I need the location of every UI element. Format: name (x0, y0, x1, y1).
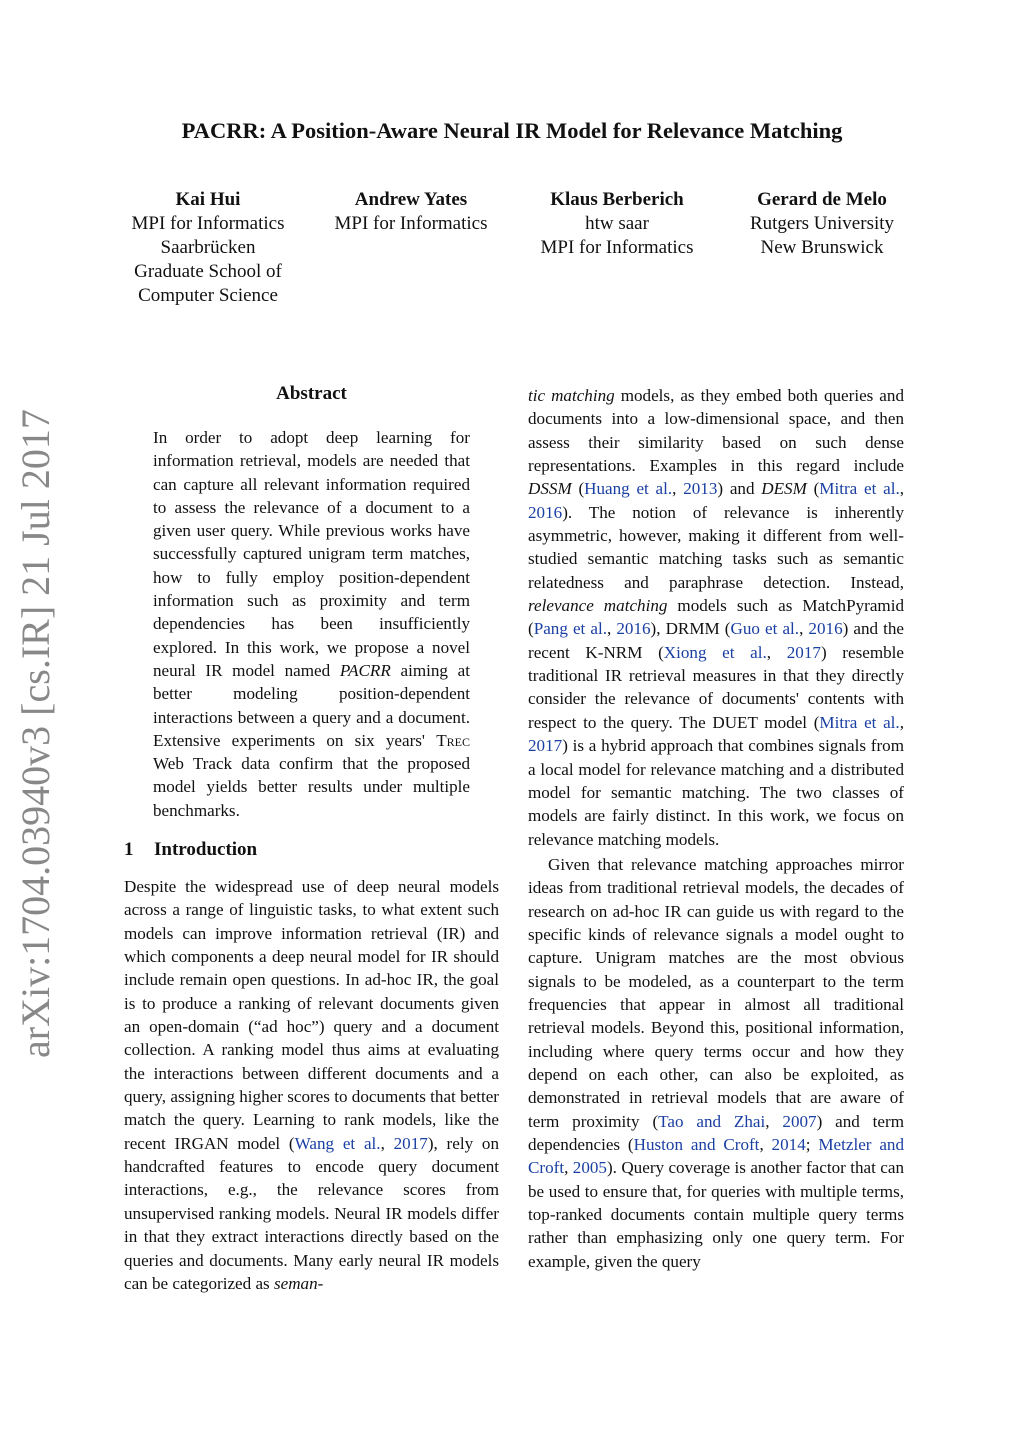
citation-link[interactable]: Guo et al. (730, 619, 800, 639)
citation-link[interactable]: Pang et al. (533, 619, 607, 639)
author-affiliation: Rutgers University (749, 213, 895, 234)
author-block-2 (311, 188, 511, 236)
author-name: Gerard de Melo (757, 189, 887, 210)
citation-link[interactable]: Mitra et al. (819, 712, 900, 732)
author-affiliation: Computer Science (138, 285, 278, 306)
citation-year-link[interactable]: 2016 (616, 619, 651, 639)
author-name: Klaus Berberich (550, 189, 684, 210)
author-affiliation: MPI for Informatics (131, 213, 285, 234)
citation-year-link[interactable]: 2007 (782, 1111, 817, 1131)
paragraph: Given that relevance matching approaches mirror ideas from traditional retrieval models, the decades of research on ad-hoc IR can guide us with regard to the specific kinds of relevance signals a model ought to capture. Unigram matches are the most obvious signals to be modeled, as a counterpart to the term frequencies that appear in almost all traditional retrieval models. Beyond this, positional information, including where query terms occur and how they depend on each other, can also be exploited, as demonstrated in retrieval models that are aware of term proximity (Tao and Zhai, 2007) and term dependencies (Huston and Croft, 2014; Metzler and Croft, 2005). Query coverage is another factor that can be used to ensure that, for queries with multiple terms, top-ranked documents contain multiple query terms rather than emphasizing only one query term. For example, given the query (528, 854, 905, 1271)
citation-link[interactable]: Tao and Zhai (658, 1111, 766, 1131)
author-name: Andrew Yates (354, 189, 468, 210)
section-number: 1 (124, 839, 134, 860)
author-affiliation: MPI for Informatics (334, 213, 488, 234)
abstract-text: In order to adopt deep learning for information retrieval, models are needed that can capture all relevant information required to assess the relevance of a document to a given user query. While previous works have successfully captured unigram term matches, how to fully employ position-dependent information such as proximity and term dependencies has been insufficiently explored. In this work, we propose a novel neural IR model named PACRR aiming at better modeling position-dependent interactions between a query and a document. Extensive experiments on six years' Trec Web Track data confirm that the proposed model yields better results under multiple benchmarks. (153, 428, 470, 820)
author-affiliation: Graduate School of (134, 261, 282, 282)
author-affiliation: htw saar (585, 213, 649, 234)
author-affiliation: MPI for Informatics (540, 237, 694, 258)
abstract-heading: Abstract (276, 383, 347, 404)
author-name: Kai Hui (175, 189, 241, 210)
paper-title: PACRR: A Position-Aware Neural IR Model for Relevance Matching (181, 118, 843, 143)
citation-link[interactable]: Huang et al. (584, 479, 673, 499)
section-title: Introduction (154, 839, 258, 860)
citation-link[interactable]: Wang et al. (294, 1133, 381, 1153)
paragraph: Despite the widespread use of deep neural models across a range of linguistic tasks, to what extent such models can improve information retrieval (IR) and which components a deep neural model for IR should include remain open questions. In ad-hoc IR, the goal is to produce a ranking of relevant documents given an open-domain (“ad hoc”) query and a document collection. A ranking model thus aims at evaluating the interactions between different documents and a query, assigning higher scores to documents that better match the query. Learning to rank models, like the recent IRGAN model (Wang et al., 2017), rely on handcrafted features to encode query document interactions, e.g., the relevance scores from unsupervised ranking models. Neural IR models differ in that they extract interactions directly based on the queries and documents. Many early neural IR models can be categorized as seman- (124, 877, 499, 1293)
citation-year-link[interactable]: 2017 (786, 642, 821, 662)
citation-link[interactable]: Mitra et al. (819, 479, 900, 499)
citation-year-link[interactable]: 2005 (572, 1158, 607, 1178)
citation-link[interactable]: Huston and Croft (633, 1135, 760, 1154)
model-name: PACRR (339, 660, 391, 680)
citation-year-link[interactable]: 2016 (528, 502, 563, 522)
author-affiliation: New Brunswick (760, 237, 884, 258)
author-block-1 (108, 188, 308, 308)
citation-year-link[interactable]: 2017 (393, 1133, 428, 1153)
author-block-4 (722, 188, 922, 260)
author-block-3 (517, 188, 717, 260)
trec-name: Trec (436, 730, 470, 750)
citation-year-link[interactable]: 2014 (771, 1135, 806, 1154)
citation-year-link[interactable]: 2017 (528, 736, 563, 756)
left-column (124, 875, 499, 1295)
arxiv-stamp: arXiv:1704.03940v3 [cs.IR] 21 Jul 2017 (13, 409, 58, 1058)
citation-year-link[interactable]: 2016 (808, 619, 843, 639)
author-affiliation: Saarbrücken (160, 237, 256, 258)
paragraph: tic matching models, as they embed both queries and documents into a low-dimensional space, and then assess their similarity based on such dense representations. Examples in this regard include DSSM (Huang et al., 2013) and DESM (Mitra et al., 2016). The notion of relevance is inherently asymmetric, however, making it different from well-studied semantic matching tasks such as semantic relatedness and paraphrase detection. Instead, relevance matching models such as MatchPyramid (Pang et al., 2016), DRMM (Guo et al., 2016) and the recent K-NRM (Xiong et al., 2017) resemble traditional IR retrieval measures in that they directly consider the relevance of documents' contents with respect to the query. The DUET model (Mitra et al., 2017) is a hybrid approach that combines signals from a local model for relevance matching and a distributed model for semantic matching. The two classes of models are fairly distinct. In this work, we focus on relevance matching models. (528, 386, 905, 849)
citation-link[interactable]: Metzler and Croft (528, 1135, 904, 1178)
section-heading (124, 839, 257, 861)
citation-link[interactable]: Xiong et al. (663, 642, 767, 662)
right-column (528, 384, 904, 1273)
citation-year-link[interactable]: 2013 (683, 479, 718, 499)
